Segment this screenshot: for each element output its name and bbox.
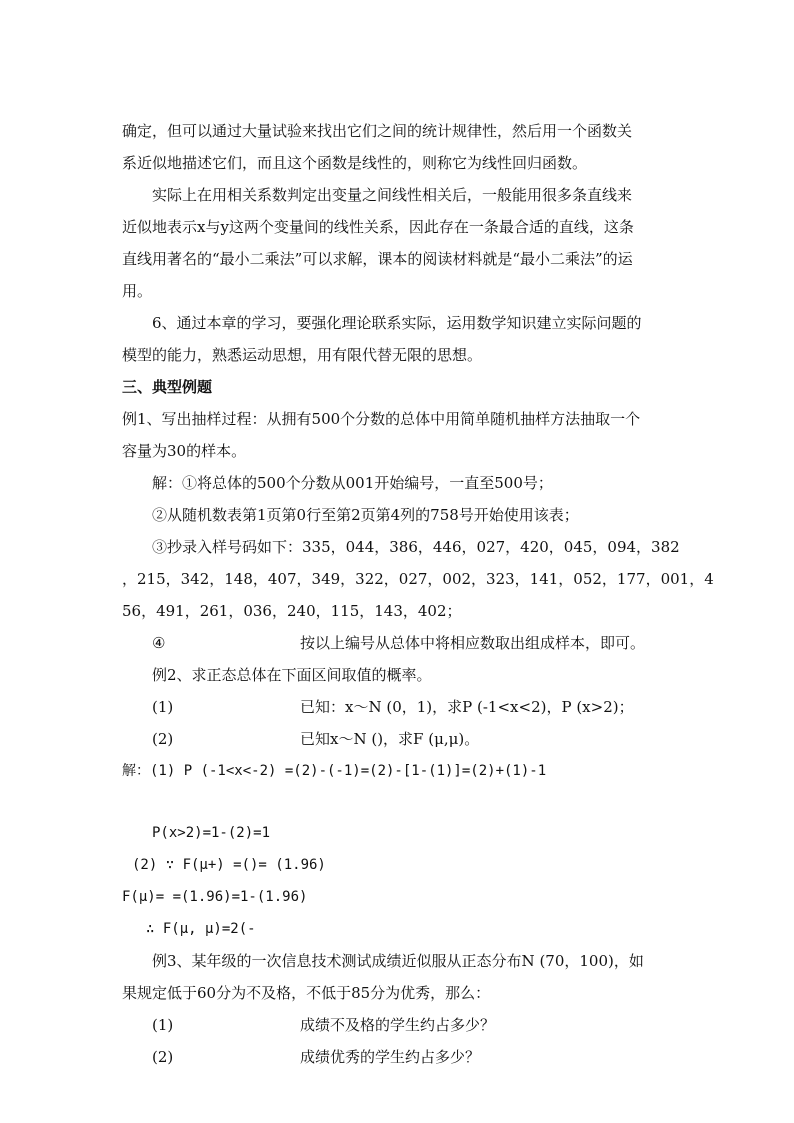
question-text: 成绩优秀的学生约占多少？ (300, 1048, 481, 1066)
formula-line: ∴ F(μ, μ)=2(- (146, 921, 256, 937)
solution-line: ③抄录入样号码如下：335，044，386，446，027，420，045，094，382 (152, 538, 680, 556)
question-text: 已知x～N ()，求F (μ,μ)。 (300, 730, 480, 748)
solution-line: 解：①将总体的500个分数从001开始编号，一直至500号； (152, 474, 553, 492)
question-number: (2) (152, 1048, 174, 1066)
solution-line: ②从随机数表第1页第0行至第2页第4列的758号开始使用该表； (152, 506, 579, 524)
question-number: (1) (152, 1016, 174, 1034)
text-line: 用。 (122, 282, 153, 300)
section-title: 三、典型例题 (122, 378, 213, 396)
question-number: (2) (152, 730, 174, 748)
text-line: 确定，但可以通过大量试验来找出它们之间的统计规律性，然后用一个函数关 (122, 122, 633, 140)
text-line: 近似地表示x与y这两个变量间的线性关系，因此存在一条最合适的直线，这条 (122, 218, 634, 236)
solution-line: 56，491，261，036，240，115，143，402； (122, 602, 462, 620)
text-line: 容量为30的样本。 (122, 442, 247, 460)
question-number: (1) (152, 698, 174, 716)
formula-line: F(μ)= =(1.96)=1-(1.96) (122, 889, 308, 905)
formula-line: P(x>2)=1-(2)=1 (152, 825, 271, 841)
example-title: 例2、求正态总体在下面区间取值的概率。 (152, 666, 432, 684)
step-number: ④ (152, 634, 166, 652)
text-line: 果规定低于60分为不及格，不低于85分为优秀，那么： (122, 984, 491, 1002)
formula-line: (2) ∵ F(μ+) =()= (1.96) (132, 857, 326, 873)
formula-line: 解：(1) P (-1<x<-2) =(2)-(-1)=(2)-[1-(1)]=(2)+(1)-1 (122, 763, 547, 779)
text-line: 模型的能力，熟悉运动思想，用有限代替无限的思想。 (122, 346, 483, 364)
text-line: 例1、写出抽样过程：从拥有500个分数的总体中用简单随机抽样方法抽取一个 (122, 410, 641, 428)
question-text: 成绩不及格的学生约占多少？ (300, 1016, 496, 1034)
text-line: 直线用著名的“最小二乘法”可以求解，课本的阅读材料就是“最小二乘法”的运 (122, 250, 633, 268)
text-line: 系近似地描述它们，而且这个函数是线性的，则称它为线性回归函数。 (122, 154, 588, 172)
text-line: 实际上在用相关系数判定出变量之间线性相关后，一般能用很多条直线来 (152, 186, 633, 204)
solution-line: ，215，342，148，407，349，322，027，002，323，141，052，177，001，4 (122, 570, 714, 588)
question-text: 已知：x～N (0，1)，求P (-1<x<2)，P (x>2)； (300, 698, 634, 716)
text-line: 6、通过本章的学习，要强化理论联系实际，运用数学知识建立实际问题的 (152, 314, 642, 332)
text-line: 例3、某年级的一次信息技术测试成绩近似服从正态分布N (70，100)，如 (152, 952, 644, 970)
solution-line: 按以上编号从总体中将相应数取出组成样本，即可。 (300, 634, 646, 652)
